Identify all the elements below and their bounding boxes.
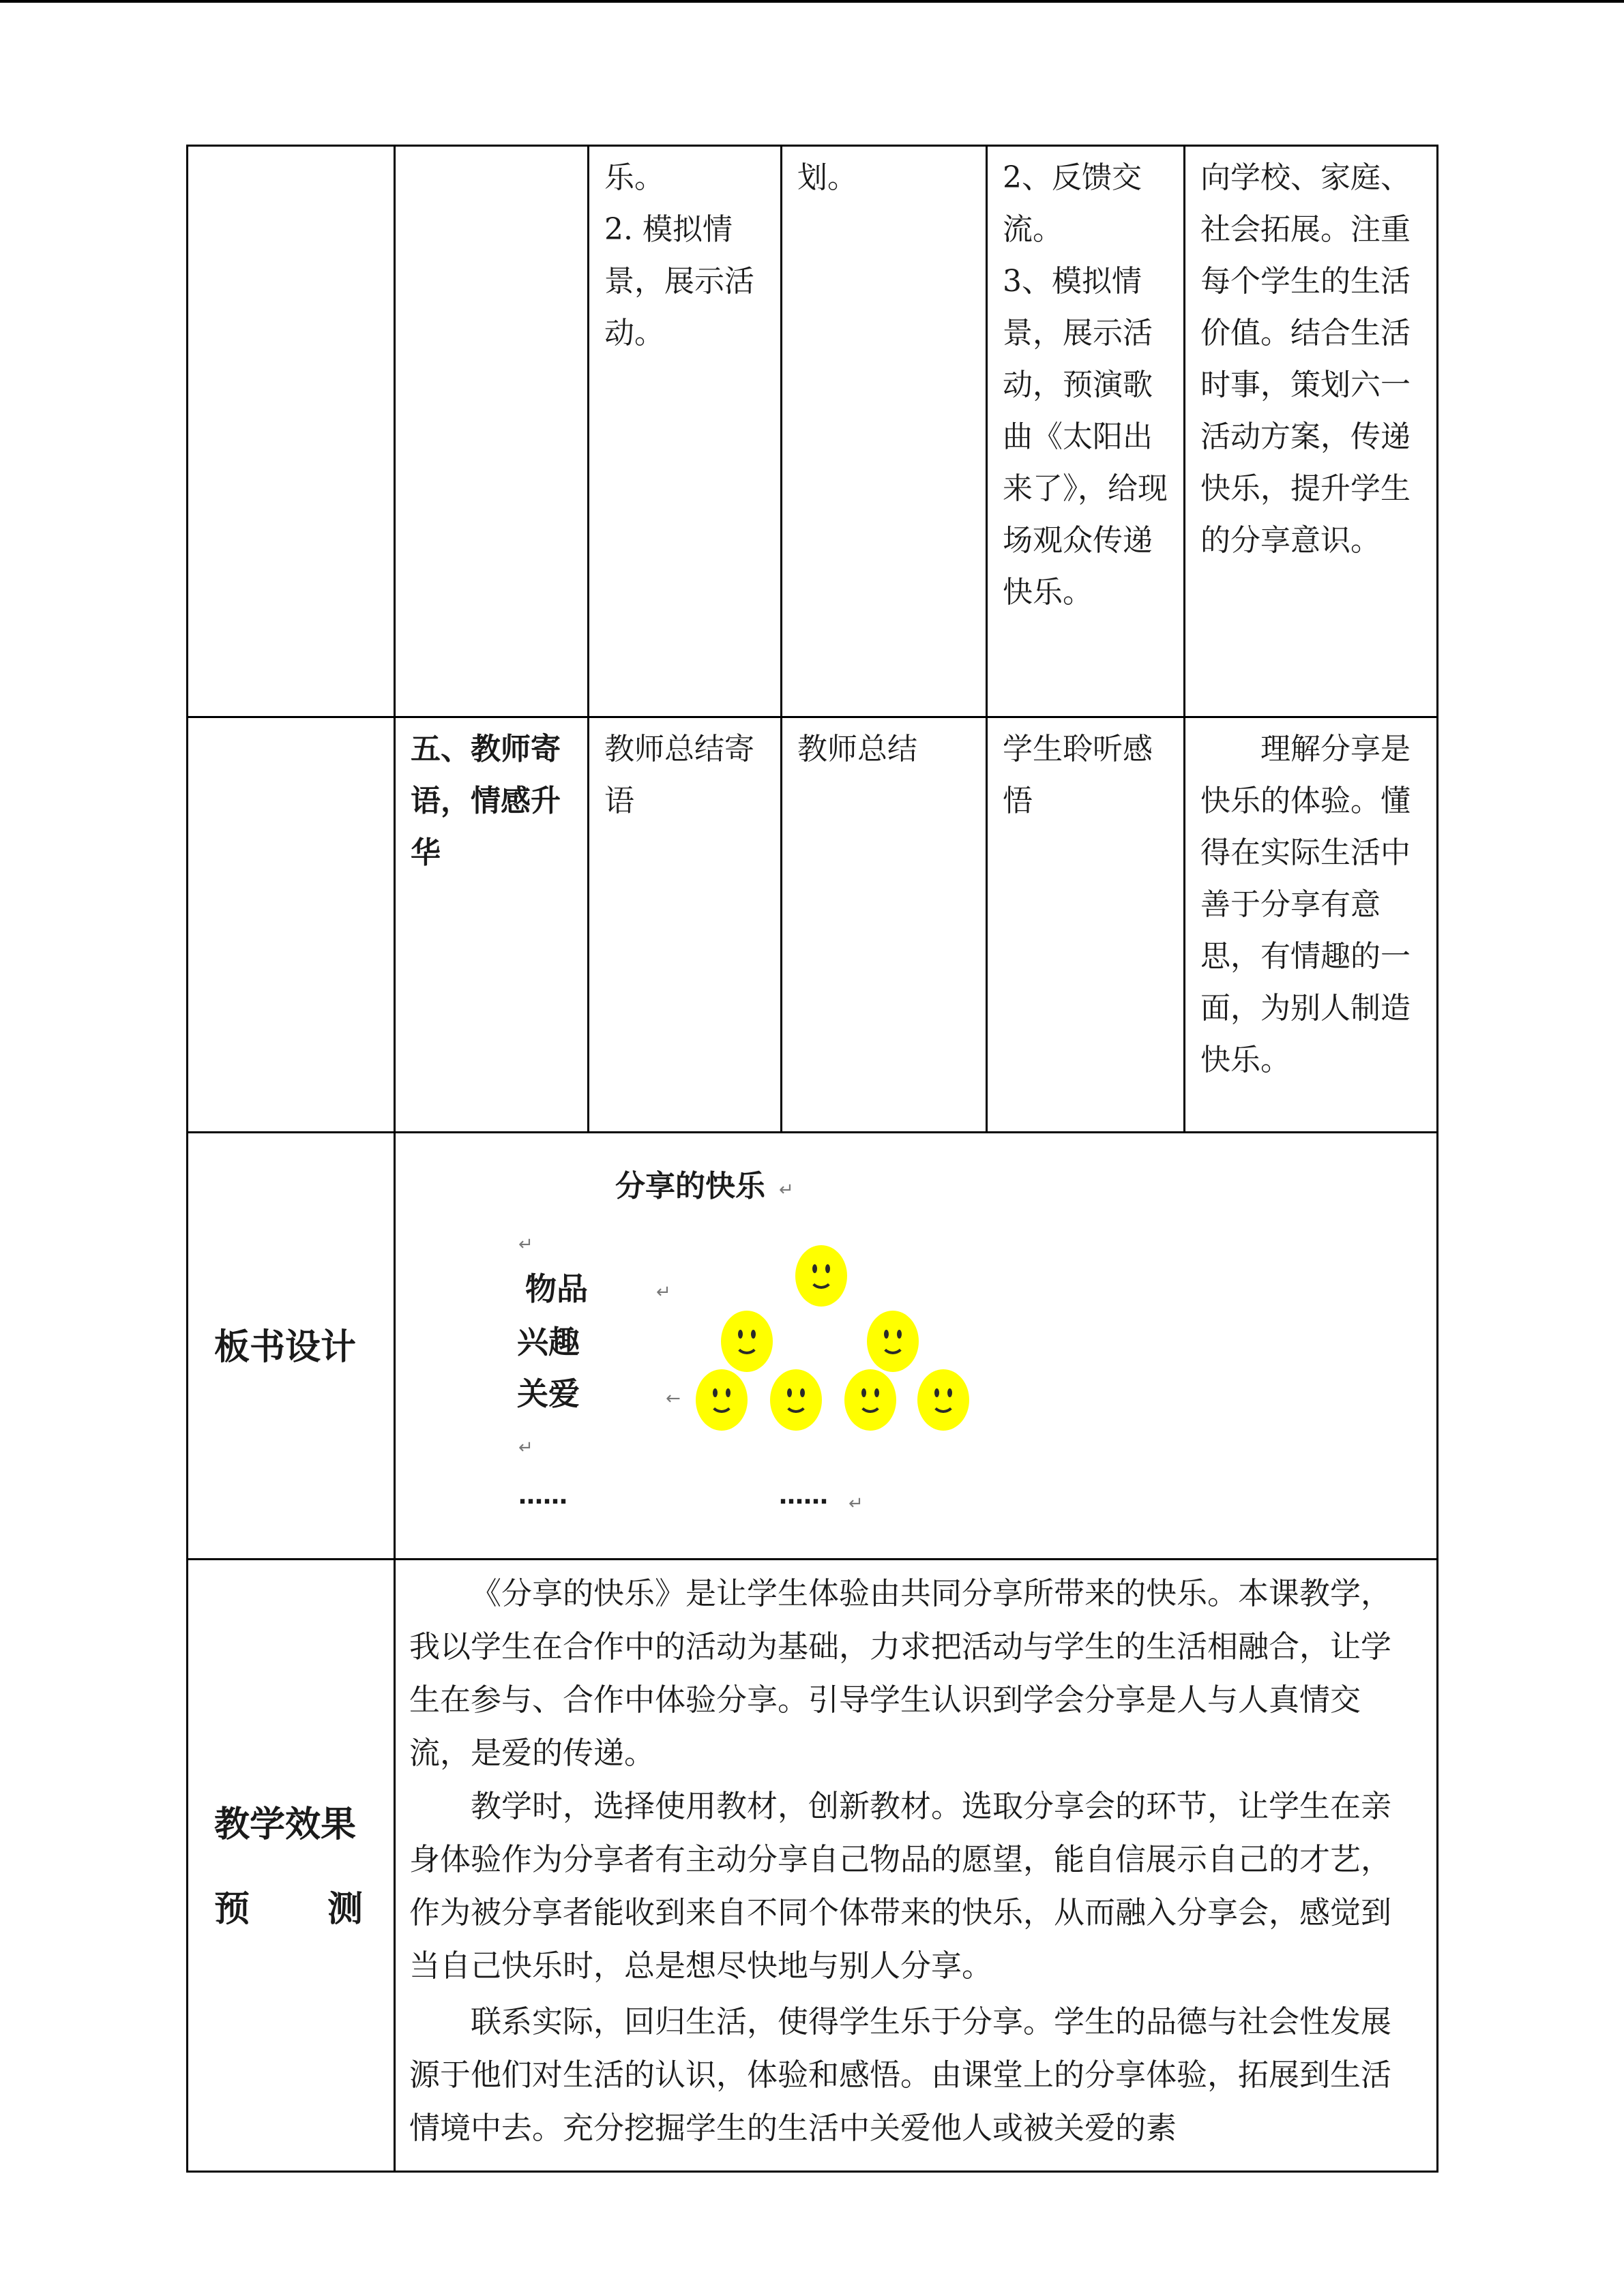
effect-paragraph: 《分享的快乐》是让学生体验由共同分享所带来的快乐。本课教学，我以学生在合作中的活动为基础，力求把活动与学生的生活相融合，让学生在参与、合作中体验分享。引导学生认识到学会分享是人与人真情交流，是爱的传递。 xyxy=(409,1575,1392,1771)
page-top-rule xyxy=(0,0,1624,3)
board-design-label: 板书设计 xyxy=(214,1327,357,1368)
row-divider xyxy=(186,1131,1438,1133)
smiley-icon xyxy=(844,1369,896,1431)
board-item: 关爱 xyxy=(517,1375,580,1412)
smiley-icon xyxy=(696,1369,748,1431)
effect-body xyxy=(409,1567,1397,2155)
return-mark: ↵ xyxy=(518,1234,533,1255)
table-border-bottom xyxy=(186,2171,1438,2173)
board-title: 分享的快乐 xyxy=(615,1169,765,1204)
smiley-icon xyxy=(770,1369,822,1431)
board-item: 兴趣 xyxy=(517,1324,580,1360)
table-cell: 2、反馈交流。 3、模拟情景，展示活动，预演歌曲《太阳出来了》，给现场观众传递快乐。 xyxy=(1003,160,1168,610)
table-cell xyxy=(188,718,394,1131)
table-cell: 向学校、家庭、社会拓展。注重每个学生的生活价值。结合生活时事，策划六一活动方案，传递快乐，提升学生的分享意识。 xyxy=(1200,160,1411,558)
effect-paragraph: 联系实际，回归生活，使得学生乐于分享。学生的品德与社会性发展源于他们对生活的认识，体验和感悟。由课堂上的分享体验，拓展到生活情境中去。充分挖掘学生的生活中关爱他人或被关爱的素 xyxy=(409,2003,1392,2146)
smiley-icon xyxy=(721,1311,773,1372)
section-heading: 五、教师寄语，情感升华 xyxy=(411,732,561,870)
effect-label-test: 测 xyxy=(327,1889,364,1930)
table-cell: 教师总结 xyxy=(797,732,917,766)
table-cell xyxy=(396,147,587,716)
smiley-icon xyxy=(867,1311,919,1372)
return-mark: ↵ xyxy=(518,1437,533,1458)
table-cell: 教师总结寄语 xyxy=(604,732,754,818)
return-mark: ↵ xyxy=(779,1180,794,1200)
board-item: 物品 xyxy=(525,1270,588,1307)
table-cell: 理解分享是快乐的体验。懂得在实际生活中善于分享有意思，有情趣的一面，为别人制造快乐。 xyxy=(1200,732,1411,1077)
arrow-mark: ← xyxy=(666,1388,681,1409)
table-cell: 划。 xyxy=(797,160,857,195)
smiley-icon xyxy=(917,1369,969,1431)
return-mark: ↵ xyxy=(848,1493,863,1514)
ellipsis: …… xyxy=(518,1482,567,1510)
table-cell: 乐。 2. 模拟情景，展示活动。 xyxy=(604,160,754,351)
effect-label-pre: 预 xyxy=(214,1889,250,1930)
row-divider xyxy=(186,1558,1438,1560)
table-cell: 学生聆听感悟 xyxy=(1003,732,1153,818)
smiley-icon xyxy=(795,1245,847,1307)
return-mark: ↵ xyxy=(656,1282,671,1302)
ellipsis: …… xyxy=(779,1482,828,1510)
table-cell xyxy=(188,147,394,716)
table-border-right xyxy=(1436,145,1438,2173)
effect-label-line1: 教学效果 xyxy=(214,1804,357,1845)
effect-paragraph: 教学时，选择使用教材，创新教材。选取分享会的环节，让学生在亲身体验作为分享者有主动分享自己物品的愿望，能自信展示自己的才艺，作为被分享者能收到来自不同个体带来的快乐，从而融入分享会，感觉到当自己快乐时，总是想尽快地与别人分享。 xyxy=(409,1788,1392,1984)
